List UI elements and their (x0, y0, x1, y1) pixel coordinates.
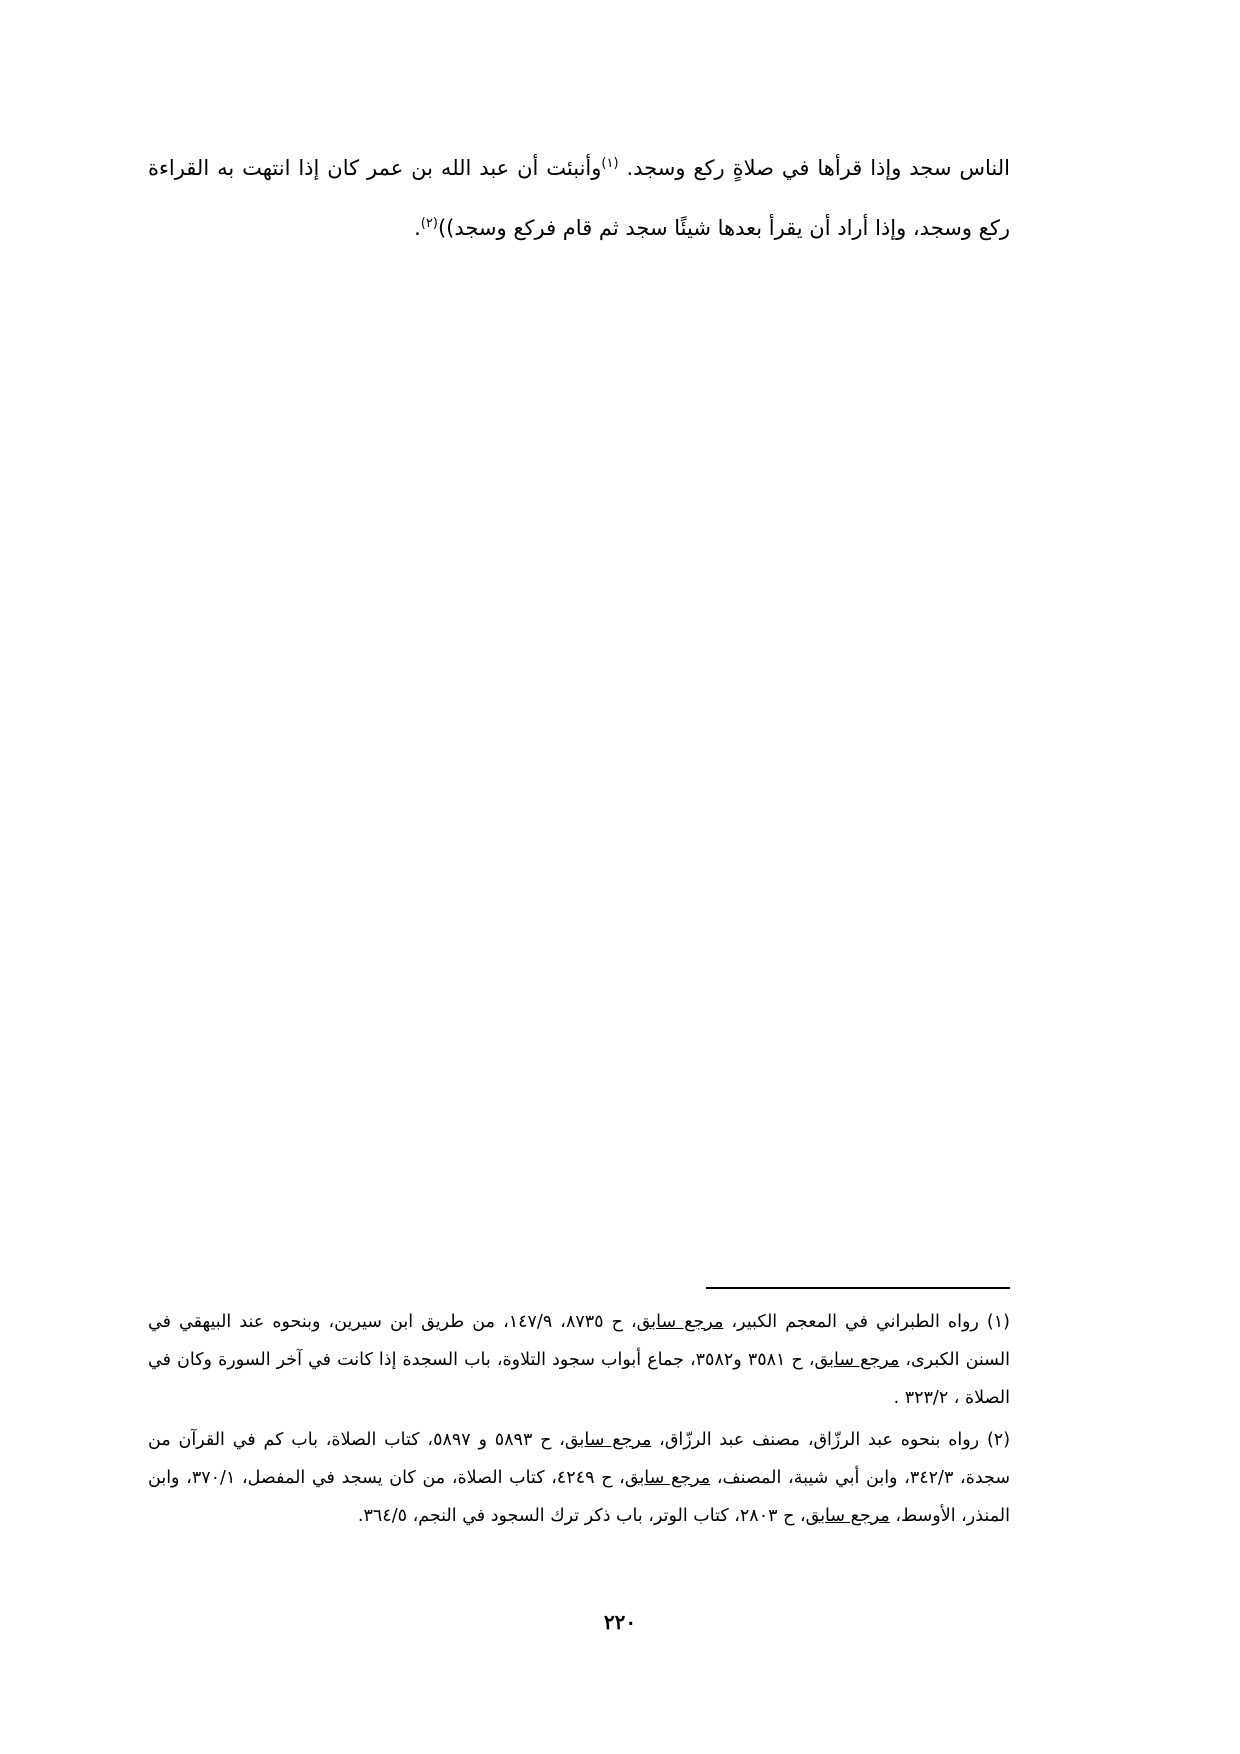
footnote-2-underlined-3: مرجع سابق (805, 1506, 890, 1526)
footnote-1 (148, 1303, 1010, 1417)
footnote-2-text-a: (٢) رواه بنحوه عبد الرزّاق، مصنف عبد الرزّاق، (651, 1430, 1011, 1450)
footnote-2-underlined-2: مرجع سابق (624, 1468, 711, 1488)
footnote-ref-2[interactable]: (٢) (420, 216, 438, 231)
body-line-2-part-b: . (414, 216, 421, 240)
footnote-separator (706, 1287, 1010, 1289)
footnote-1-underlined-1: مرجع سابق (636, 1312, 724, 1332)
body-text (148, 138, 1010, 258)
footnote-1-underlined-2: مرجع سابق (814, 1350, 900, 1370)
page-number: ٢٢٠ (603, 1610, 637, 1634)
footnote-2 (148, 1421, 1010, 1535)
footnote-2-text-c: ، ح ٤٢٤٩، كتاب الصلاة، من كان يسجد في المفصل، ٣٧٠/١، وابن المنذر، الأوسط، (148, 1468, 1010, 1526)
footnote-1-text-a: (١) رواه الطبراني في المعجم الكبير، (723, 1312, 1010, 1332)
footnotes (148, 1303, 1010, 1539)
footnote-2-text-d: ، ح ٢٨٠٣، كتاب الوتر، باب ذكر ترك السجود في النجم، ٣٦٤/٥. (357, 1506, 806, 1526)
body-line-1-part-b: وأنبئت أن عبد الله بن عمر كان إذا انتهت به (217, 156, 602, 180)
footnote-1-text-c: ، ح ٣٥٨١ و٣٥٨٢، جماع أبواب سجود التلاوة، باب السجدة إذا كانت في آخر السورة وكان في الصلاة ، ٣٢٣/٢ . (148, 1350, 1010, 1408)
body-paragraph (148, 138, 1010, 258)
footnote-2-text-b: ، ح ٥٨٩٣ و ٥٨٩٧، كتاب الصلاة، باب كم في القرآن من سجدة، ٣٤٢/٣، وابن أبي شيبة، المصنف، (148, 1430, 1011, 1488)
body-line-2-part-a: القراءة ركع وسجد، وإذا أراد أن يقرأ بعدها شيئًا سجد ثم قام فركع وسجد)) (148, 156, 1010, 240)
footnote-ref-1[interactable]: (١) (601, 156, 619, 171)
footnote-2-underlined-1: مرجع سابق (564, 1430, 652, 1450)
footnote-1-text-b: ، ح ٨٧٣٥، ١٤٧/٩، من طريق ابن سيرين، وبنحوه عند البيهقي في السنن الكبرى، (148, 1312, 1010, 1370)
body-line-1-part-a: الناس سجد وإذا قرأها في صلاةٍ ركع وسجد. (626, 156, 1010, 180)
